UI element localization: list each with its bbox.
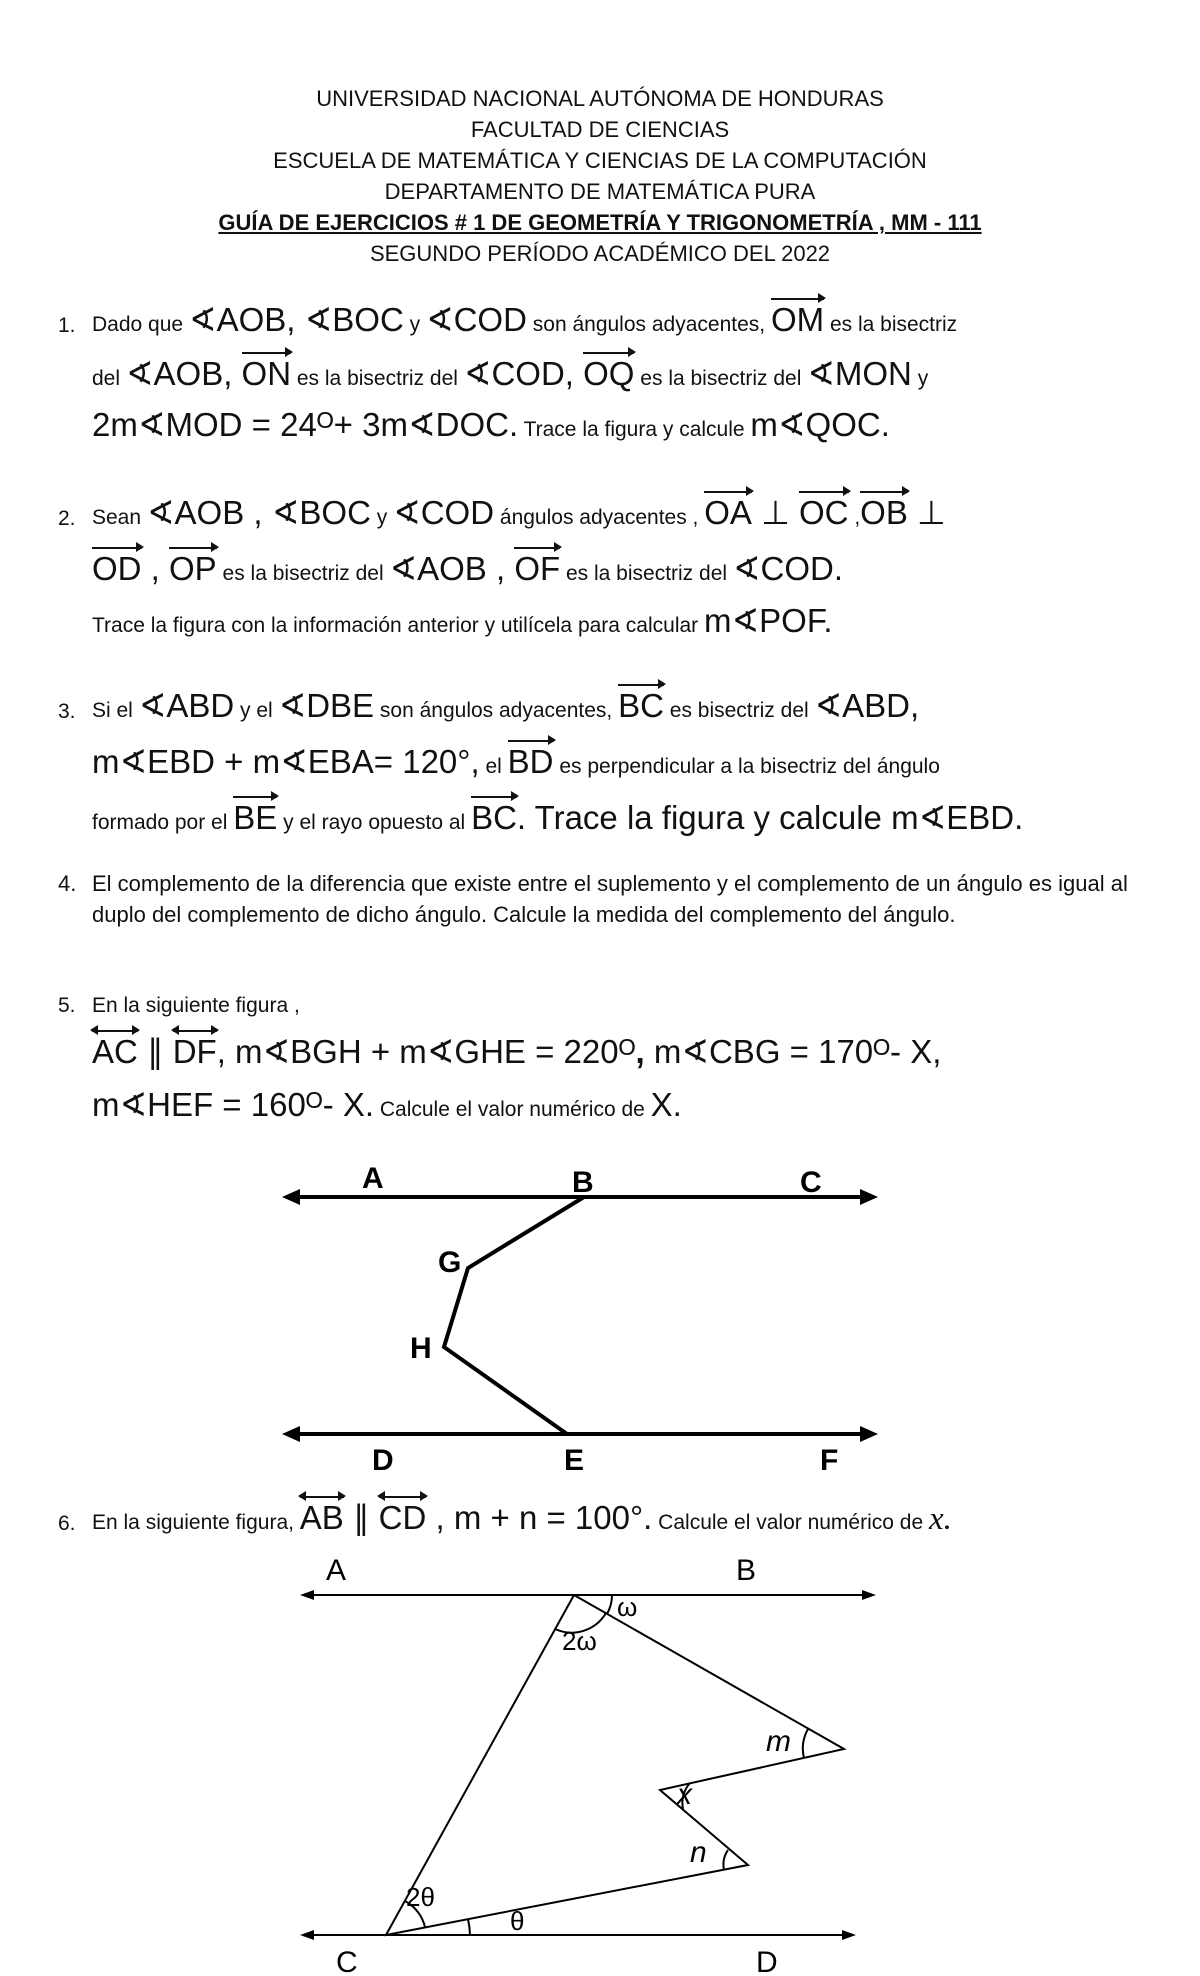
ray-on: ON: [241, 355, 292, 392]
q2-line2: OD , OP es la bisectriz del ∢AOB , OF es la bisectriz del ∢COD.: [92, 550, 844, 587]
line-df: DF: [173, 1033, 217, 1071]
q1-line2: del ∢AOB, ON es la bisectriz del ∢COD, OQ es la bisectriz del ∢MON y: [92, 355, 929, 392]
school-name: ESCUELA DE MATEMÁTICA Y CIENCIAS DE LA COMPUTACIÓN: [273, 148, 927, 173]
label-e: E: [564, 1444, 585, 1470]
label-b: B: [572, 1166, 594, 1199]
q5-line3: m∢HEF = 160ᴼ- X. Calcule el valor numérico de X.: [92, 1086, 682, 1123]
label-n: n: [690, 1836, 707, 1869]
label-h: H: [410, 1332, 432, 1365]
department-name: DEPARTAMENTO DE MATEMÁTICA PURA: [384, 179, 816, 204]
arc-n: [723, 1850, 728, 1870]
label-a: A: [362, 1162, 384, 1195]
figure-5: [0, 1130, 1200, 1470]
line-ac: AC: [92, 1033, 138, 1071]
label-omega: ω: [617, 1592, 638, 1622]
q5-line2: AC ∥ DF , m∢BGH + m∢GHE = 220ᴼ, m∢CBG = 170ᴼ- X,: [92, 1032, 941, 1071]
university-name: UNIVERSIDAD NACIONAL AUTÓNOMA DE HONDURAS: [316, 86, 884, 111]
label-x: x: [677, 1778, 692, 1811]
ray-ob: OB: [860, 494, 908, 531]
ray-op: OP: [169, 550, 217, 587]
ray-oq: OQ: [583, 355, 635, 392]
label-a: A: [326, 1554, 347, 1587]
label-f: F: [820, 1444, 839, 1470]
label-2omega: 2ω: [562, 1626, 597, 1656]
label-g: G: [438, 1246, 462, 1279]
line-ab: AB: [300, 1499, 344, 1537]
question-number: 3.: [58, 700, 76, 723]
label-b: B: [736, 1554, 757, 1587]
ray-oa: OA: [704, 494, 752, 531]
ray-of: OF: [514, 550, 561, 587]
q2-line1: Sean ∢AOB , ∢BOC y ∢COD ángulos adyacentes , OA ⊥ OC ,OB ⊥: [92, 494, 946, 531]
label-d: D: [756, 1946, 778, 1976]
ray-bc: BC: [618, 687, 664, 724]
q3-line2: m∢EBD + m∢EBA= 120°, el BD es perpendicular a la bisectriz del ángulo: [92, 743, 940, 780]
arc-m: [803, 1729, 808, 1758]
label-d: D: [372, 1444, 394, 1470]
period: SEGUNDO PERÍODO ACADÉMICO DEL 2022: [369, 241, 831, 266]
ray-od: OD: [92, 550, 142, 587]
label-theta: θ: [510, 1906, 525, 1936]
question-number: 5.: [58, 994, 76, 1017]
q1-line3: 2m∢MOD = 24ᴼ+ 3m∢DOC. Trace la figura y calcule m∢QOC.: [92, 406, 890, 443]
question-number: 4.: [58, 871, 77, 896]
figure-6: [0, 1540, 1200, 1976]
q1-line1: Dado que ∢AOB, ∢BOC y ∢COD son ángulos adyacentes, OM es la bisectriz: [92, 301, 958, 338]
line-cd: CD: [379, 1499, 427, 1537]
q5-intro: En la siguiente figura ,: [92, 994, 300, 1017]
ray-oc: OC: [799, 494, 849, 531]
arc-omega: [607, 1595, 612, 1614]
label-c: C: [336, 1946, 358, 1976]
label-2theta: 2θ: [406, 1882, 435, 1912]
line-cd-fig: [300, 1930, 856, 1940]
arc-theta: [468, 1919, 470, 1935]
label-m: m: [766, 1725, 791, 1758]
label-c: C: [800, 1166, 822, 1199]
question-number: 2.: [58, 507, 76, 530]
ray-om: OM: [770, 301, 825, 338]
guide-title: GUÍA DE EJERCICIOS # 1 DE GEOMETRÍA Y TRIGONOMETRÍA , MM - 111: [218, 210, 982, 235]
faculty-name: FACULTAD DE CIENCIAS: [470, 117, 730, 142]
line-ab-fig: [300, 1590, 876, 1600]
question-number: 1.: [58, 314, 76, 337]
q3-line3: formado por el BE y el rayo opuesto al BC. Trace la figura y calcule m∢EBD.: [92, 799, 1024, 836]
ray-be: BE: [233, 799, 278, 836]
ray-bd: BD: [507, 743, 554, 780]
ray-bc-opposite: BC: [471, 799, 517, 836]
q4-text: El complemento de la diferencia que existe entre el suplemento y el complemento de un ángulo es igual al duplo del complemento de dicho ángulo. Calcule la medida del complemento del ángulo.: [92, 871, 1128, 927]
q3-line1: Si el ∢ABD y el ∢DBE son ángulos adyacentes, BC es bisectriz del ∢ABD,: [92, 687, 920, 724]
question-number: 6.: [58, 1512, 76, 1535]
zigzag: [386, 1595, 844, 1935]
q2-line3: Trace la figura con la información anterior y utilícela para calcular m∢POF.: [92, 602, 833, 639]
polyline-bghe: [444, 1197, 584, 1434]
q6-line1: En la siguiente figura, AB ∥ CD , m + n = 100°. Calcule el valor numérico de x.: [92, 1498, 952, 1538]
line-def: [282, 1426, 878, 1442]
